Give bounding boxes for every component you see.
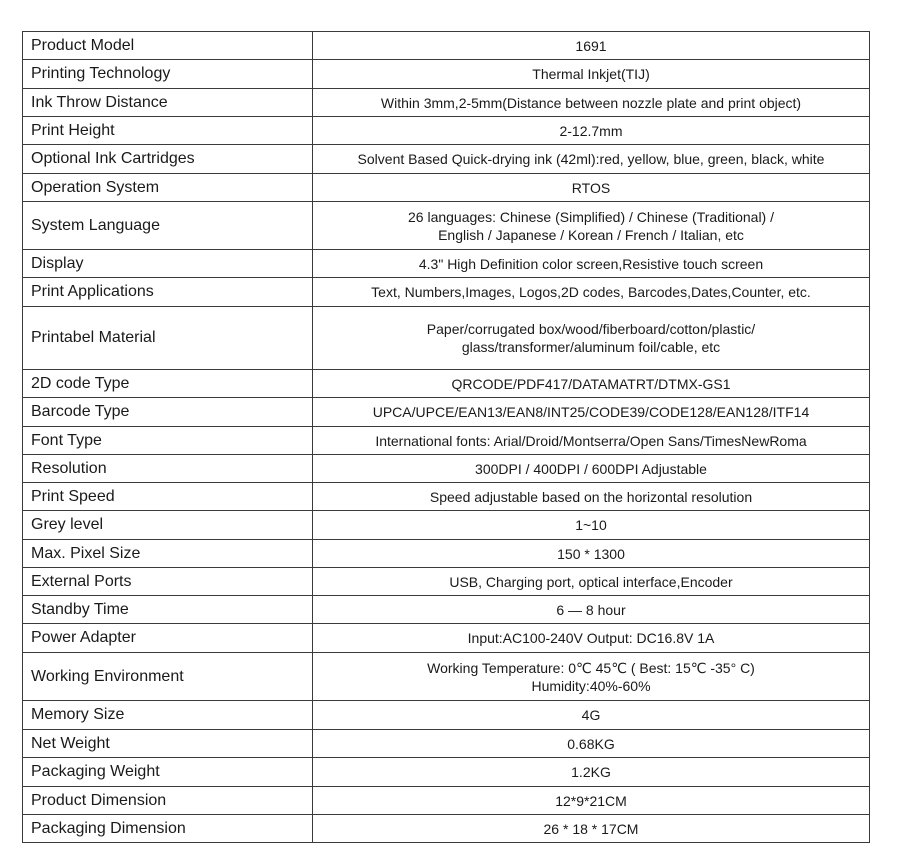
spec-row <box>23 568 870 596</box>
spec-value-line: 2-12.7mm <box>559 122 623 139</box>
spec-value <box>313 202 870 250</box>
spec-label: Packaging Dimension <box>23 815 313 843</box>
spec-value-line: Solvent Based Quick-drying ink (42ml):red, yellow, blue, green, black, white <box>357 151 825 167</box>
spec-label: Printabel Material <box>23 307 313 370</box>
spec-label: Font Type <box>23 427 313 455</box>
spec-label: 2D code Type <box>23 370 313 398</box>
spec-row <box>23 117 870 145</box>
spec-row <box>23 89 870 117</box>
spec-value <box>313 730 870 758</box>
spec-value-line: Input:AC100-240V Output: DC16.8V 1A <box>467 630 715 646</box>
spec-value-line: 1~10 <box>575 517 607 533</box>
spec-label: Ink Throw Distance <box>23 89 313 117</box>
spec-label: Printing Technology <box>23 60 313 89</box>
spec-value-line: Thermal Inkjet(TIJ) <box>532 66 650 82</box>
spec-value <box>313 32 870 60</box>
spec-value <box>313 370 870 398</box>
spec-table <box>22 31 870 843</box>
spec-row <box>23 787 870 815</box>
spec-row <box>23 202 870 250</box>
spec-value-line: Paper/corrugated box/wood/fiberboard/cotton/plastic/ <box>426 321 756 337</box>
spec-value-line: 6 — 8 hour <box>556 601 626 618</box>
spec-row <box>23 145 870 174</box>
spec-row <box>23 483 870 511</box>
spec-label: Print Applications <box>23 278 313 307</box>
spec-row <box>23 596 870 624</box>
spec-table-body <box>23 32 870 843</box>
spec-value-line: 4.3" High Definition color screen,Resistive touch screen <box>418 255 764 272</box>
spec-value-line: Speed adjustable based on the horizontal resolution <box>429 488 753 505</box>
spec-label: Standby Time <box>23 596 313 624</box>
spec-label: Net Weight <box>23 730 313 758</box>
spec-label: Working Environment <box>23 653 313 701</box>
spec-label: Grey level <box>23 511 313 540</box>
spec-value <box>313 596 870 624</box>
spec-label: External Ports <box>23 568 313 596</box>
spec-value <box>313 758 870 787</box>
spec-value <box>313 511 870 540</box>
spec-value-line: glass/transformer/aluminum foil/cable, etc <box>461 339 721 355</box>
spec-value <box>313 89 870 117</box>
spec-value-line: 1.2KG <box>571 764 611 780</box>
spec-value-line: 4G <box>581 707 601 723</box>
spec-value <box>313 174 870 202</box>
spec-label: Memory Size <box>23 701 313 730</box>
spec-row <box>23 815 870 843</box>
spec-value-line: 26 * 18 * 17CM <box>543 820 639 837</box>
spec-row <box>23 427 870 455</box>
spec-value-line: UPCA/UPCE/EAN13/EAN8/INT25/CODE39/CODE128/EAN128/ITF14 <box>372 404 810 420</box>
spec-value <box>313 701 870 730</box>
spec-value-line: Text, Numbers,Images, Logos,2D codes, Barcodes,Dates,Counter, etc. <box>371 284 811 300</box>
spec-value <box>313 568 870 596</box>
spec-value <box>313 653 870 701</box>
spec-row <box>23 730 870 758</box>
spec-row <box>23 307 870 370</box>
spec-value <box>313 815 870 843</box>
spec-row <box>23 398 870 427</box>
spec-label: Product Model <box>23 32 313 60</box>
spec-value <box>313 250 870 278</box>
spec-value-line: 0.68KG <box>567 735 615 752</box>
spec-label: Display <box>23 250 313 278</box>
spec-value-line: 26 languages: Chinese (Simplified) / Chinese (Traditional) / <box>408 208 774 225</box>
spec-row <box>23 540 870 568</box>
spec-value-line: Humidity:40%-60% <box>531 677 651 694</box>
spec-row <box>23 455 870 483</box>
spec-row <box>23 701 870 730</box>
spec-label: Print Speed <box>23 483 313 511</box>
spec-row <box>23 174 870 202</box>
spec-label: System Language <box>23 202 313 250</box>
spec-value-line: English / Japanese / Korean / French / Italian, etc <box>438 226 744 243</box>
spec-value-line: USB, Charging port, optical interface,Encoder <box>449 573 733 590</box>
spec-value <box>313 145 870 174</box>
spec-row <box>23 370 870 398</box>
spec-value <box>313 483 870 511</box>
spec-value <box>313 278 870 307</box>
spec-value <box>313 427 870 455</box>
spec-row <box>23 278 870 307</box>
spec-label: Resolution <box>23 455 313 483</box>
spec-label: Optional Ink Cartridges <box>23 145 313 174</box>
spec-label: Max. Pixel Size <box>23 540 313 568</box>
spec-value <box>313 624 870 653</box>
spec-value-line: 1691 <box>575 37 607 54</box>
spec-value <box>313 455 870 483</box>
spec-row <box>23 653 870 701</box>
spec-row <box>23 511 870 540</box>
spec-value <box>313 60 870 89</box>
spec-label: Barcode Type <box>23 398 313 427</box>
spec-value <box>313 540 870 568</box>
spec-value-line: Within 3mm,2-5mm(Distance between nozzle plate and print object) <box>380 94 802 111</box>
spec-value-line: International fonts: Arial/Droid/Montserra/Open Sans/TimesNewRoma <box>375 432 807 449</box>
spec-label: Power Adapter <box>23 624 313 653</box>
spec-value-line: 150 * 1300 <box>557 545 625 562</box>
spec-value <box>313 117 870 145</box>
spec-row <box>23 758 870 787</box>
spec-value-line: QRCODE/PDF417/DATAMATRT/DTMX-GS1 <box>451 375 731 392</box>
spec-label: Product Dimension <box>23 787 313 815</box>
spec-value <box>313 787 870 815</box>
spec-value <box>313 398 870 427</box>
spec-value-line: 12*9*21CM <box>555 792 627 809</box>
spec-value-line: 300DPI / 400DPI / 600DPI Adjustable <box>475 460 707 477</box>
spec-row <box>23 60 870 89</box>
spec-label: Packaging Weight <box>23 758 313 787</box>
spec-value-line: Working Temperature: 0℃ 45℃ ( Best: 15℃ -35° C) <box>427 659 755 676</box>
spec-row <box>23 250 870 278</box>
spec-label: Operation System <box>23 174 313 202</box>
spec-label: Print Height <box>23 117 313 145</box>
spec-row <box>23 32 870 60</box>
spec-value-line: RTOS <box>571 179 611 196</box>
spec-value <box>313 307 870 370</box>
spec-row <box>23 624 870 653</box>
